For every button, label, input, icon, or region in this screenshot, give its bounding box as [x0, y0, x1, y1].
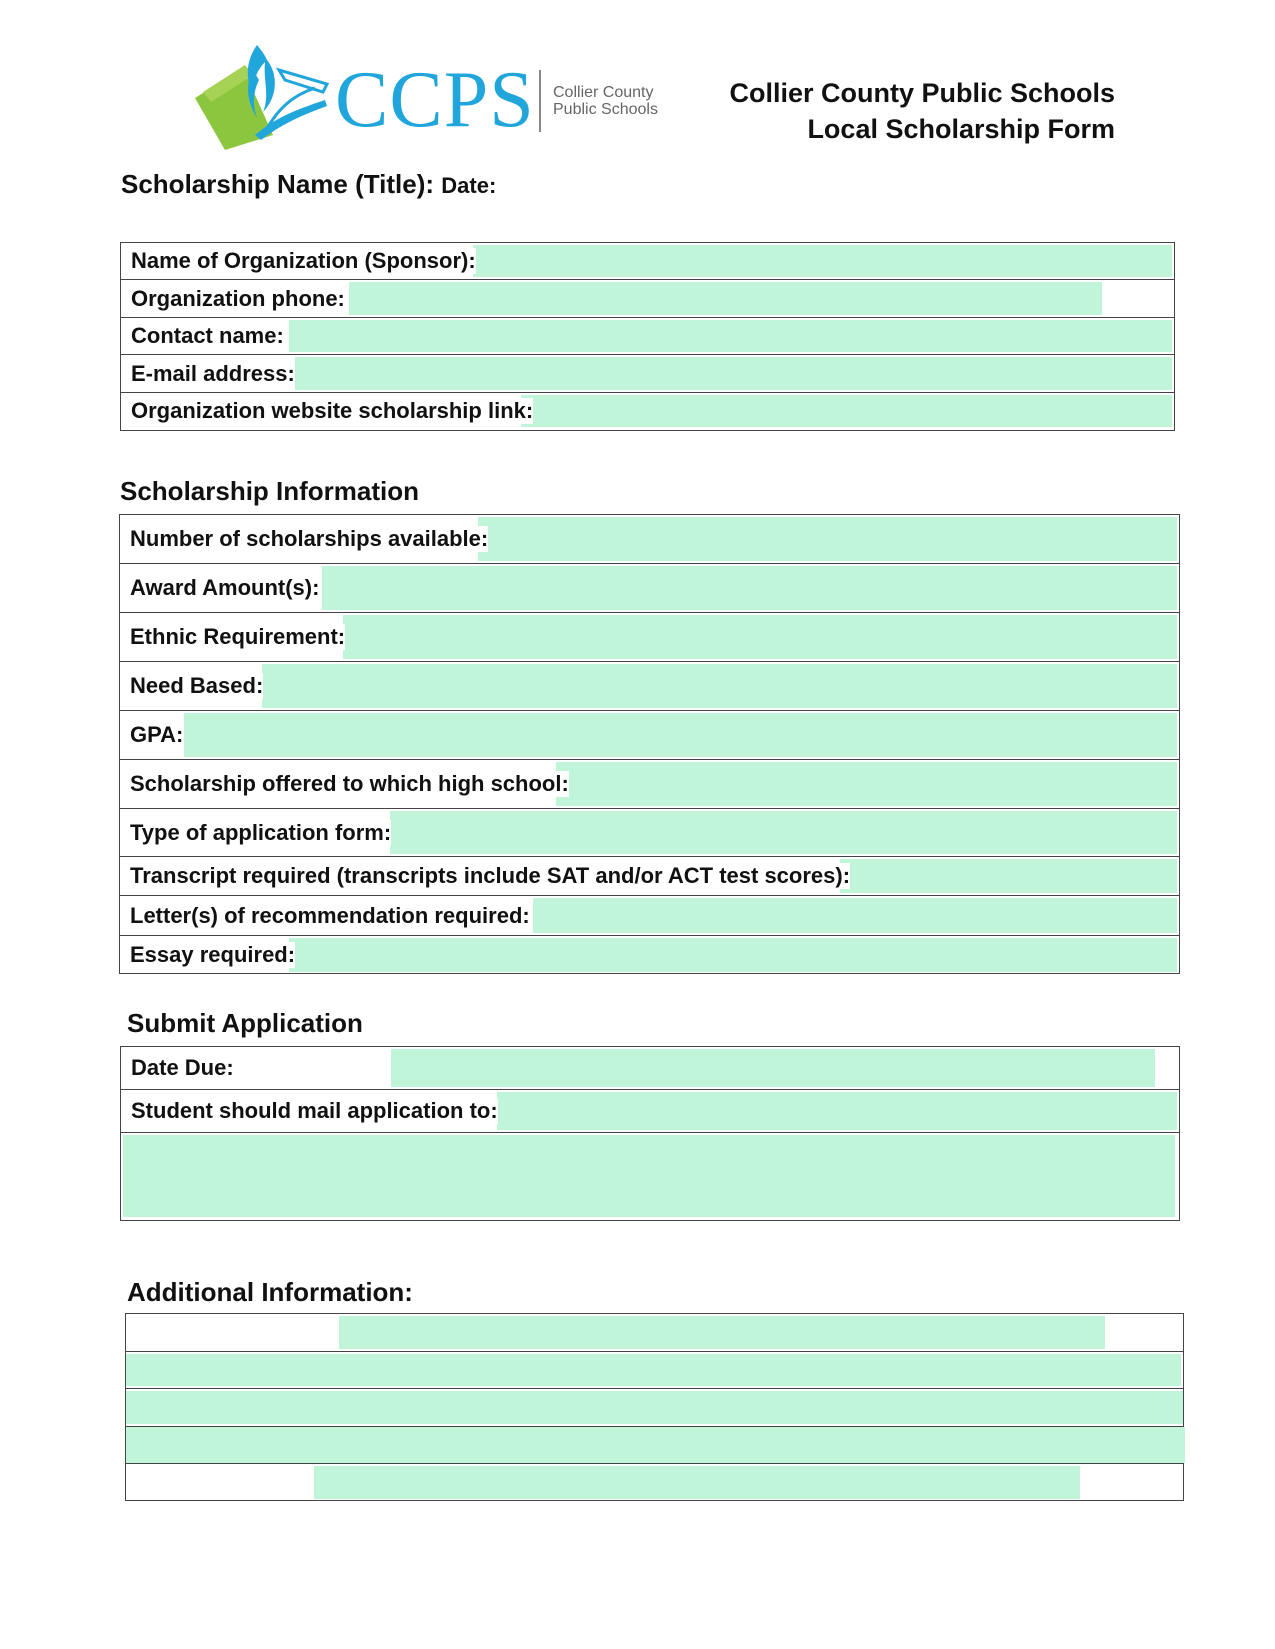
label-gpa: GPA: — [120, 722, 183, 748]
field-additional-5[interactable] — [314, 1466, 1080, 1499]
row-number-available — [120, 515, 1179, 564]
label-essay-required: Essay required: — [120, 942, 295, 968]
row-need-based — [120, 662, 1179, 711]
field-number-available[interactable] — [478, 517, 1177, 561]
field-gpa[interactable] — [184, 713, 1177, 757]
field-high-school[interactable] — [556, 762, 1177, 806]
organization-table — [120, 242, 1175, 431]
logo-subline-1: Collier County — [553, 84, 654, 101]
row-contact-name — [121, 318, 1174, 355]
label-award-amount: Award Amount(s): — [120, 575, 319, 601]
field-email-address[interactable] — [295, 357, 1172, 390]
row-recommendation-letters — [120, 896, 1179, 936]
submit-application-title: Submit Application — [127, 1008, 363, 1038]
row-essay-required — [120, 936, 1179, 974]
field-essay-required[interactable] — [289, 938, 1177, 972]
row-mail-application — [121, 1090, 1179, 1133]
logo-subline-2: Public Schools — [553, 101, 658, 118]
row-application-form-type — [120, 809, 1179, 857]
label-application-form-type: Type of application form: — [120, 820, 391, 846]
row-additional-4 — [126, 1427, 1183, 1464]
row-organization-phone — [121, 280, 1174, 318]
row-additional-1 — [126, 1314, 1183, 1352]
field-application-form-type[interactable] — [390, 811, 1177, 854]
label-need-based: Need Based: — [120, 673, 263, 699]
scholarship-name-label: Scholarship Name (Title): — [121, 169, 435, 199]
row-gpa — [120, 711, 1179, 760]
field-transcript-required[interactable] — [840, 859, 1177, 893]
field-need-based[interactable] — [262, 664, 1177, 708]
logo-wordmark: CCPS — [335, 56, 535, 144]
label-transcript-required: Transcript required (transcripts include SAT and/or ACT test scores): — [120, 863, 850, 889]
field-organization-phone[interactable] — [349, 282, 1102, 315]
field-recommendation-letters[interactable] — [533, 898, 1177, 933]
label-organization-name: Name of Organization (Sponsor): — [121, 248, 476, 274]
row-email-address — [121, 355, 1174, 393]
field-mail-application[interactable] — [497, 1092, 1177, 1130]
row-additional-5 — [126, 1464, 1183, 1499]
row-date-due — [121, 1047, 1179, 1090]
scholarship-info-title: Scholarship Information — [120, 476, 420, 506]
label-organization-phone: Organization phone: — [121, 286, 345, 312]
field-mail-address[interactable] — [123, 1135, 1175, 1217]
field-additional-3[interactable] — [126, 1391, 1183, 1424]
field-ethnic-requirement[interactable] — [343, 615, 1177, 659]
row-transcript-required — [120, 857, 1179, 896]
field-additional-1[interactable] — [339, 1316, 1105, 1349]
label-email-address: E-mail address: — [121, 361, 295, 387]
field-organization-name[interactable] — [473, 245, 1172, 277]
row-website-link — [121, 393, 1174, 429]
scholarship-info-table — [119, 514, 1180, 974]
label-mail-application: Student should mail application to: — [121, 1098, 498, 1124]
field-date-due[interactable] — [391, 1049, 1155, 1087]
logo-divider — [539, 70, 541, 132]
logo-subtitle — [553, 84, 658, 118]
field-website-link[interactable] — [521, 395, 1172, 427]
scholarship-name-line — [121, 166, 496, 204]
ccps-logo — [195, 40, 665, 150]
row-additional-2 — [126, 1352, 1183, 1389]
field-additional-2[interactable] — [126, 1354, 1181, 1386]
form-header — [729, 75, 1115, 147]
date-label: Date: — [441, 173, 497, 198]
row-organization-name — [121, 243, 1174, 280]
row-ethnic-requirement — [120, 613, 1179, 662]
additional-info-table — [125, 1313, 1184, 1501]
label-contact-name: Contact name: — [121, 323, 284, 349]
additional-info-title: Additional Information: — [127, 1277, 413, 1307]
row-high-school — [120, 760, 1179, 809]
row-additional-3 — [126, 1389, 1183, 1427]
field-additional-4[interactable] — [126, 1427, 1185, 1463]
header-line-1: Collier County Public Schools — [729, 78, 1115, 108]
header-line-2: Local Scholarship Form — [807, 114, 1115, 144]
field-award-amount[interactable] — [322, 566, 1177, 610]
label-date-due: Date Due: — [121, 1055, 234, 1081]
row-award-amount — [120, 564, 1179, 613]
label-number-available: Number of scholarships available: — [120, 526, 488, 552]
book-flame-icon — [195, 40, 335, 150]
label-ethnic-requirement: Ethnic Requirement: — [120, 624, 345, 650]
row-mail-address-block — [121, 1133, 1179, 1219]
submit-application-table — [120, 1046, 1180, 1221]
label-website-link: Organization website scholarship link: — [121, 398, 533, 424]
label-high-school: Scholarship offered to which high school: — [120, 771, 569, 797]
label-recommendation-letters: Letter(s) of recommendation required: — [120, 903, 530, 929]
field-contact-name[interactable] — [289, 320, 1172, 352]
